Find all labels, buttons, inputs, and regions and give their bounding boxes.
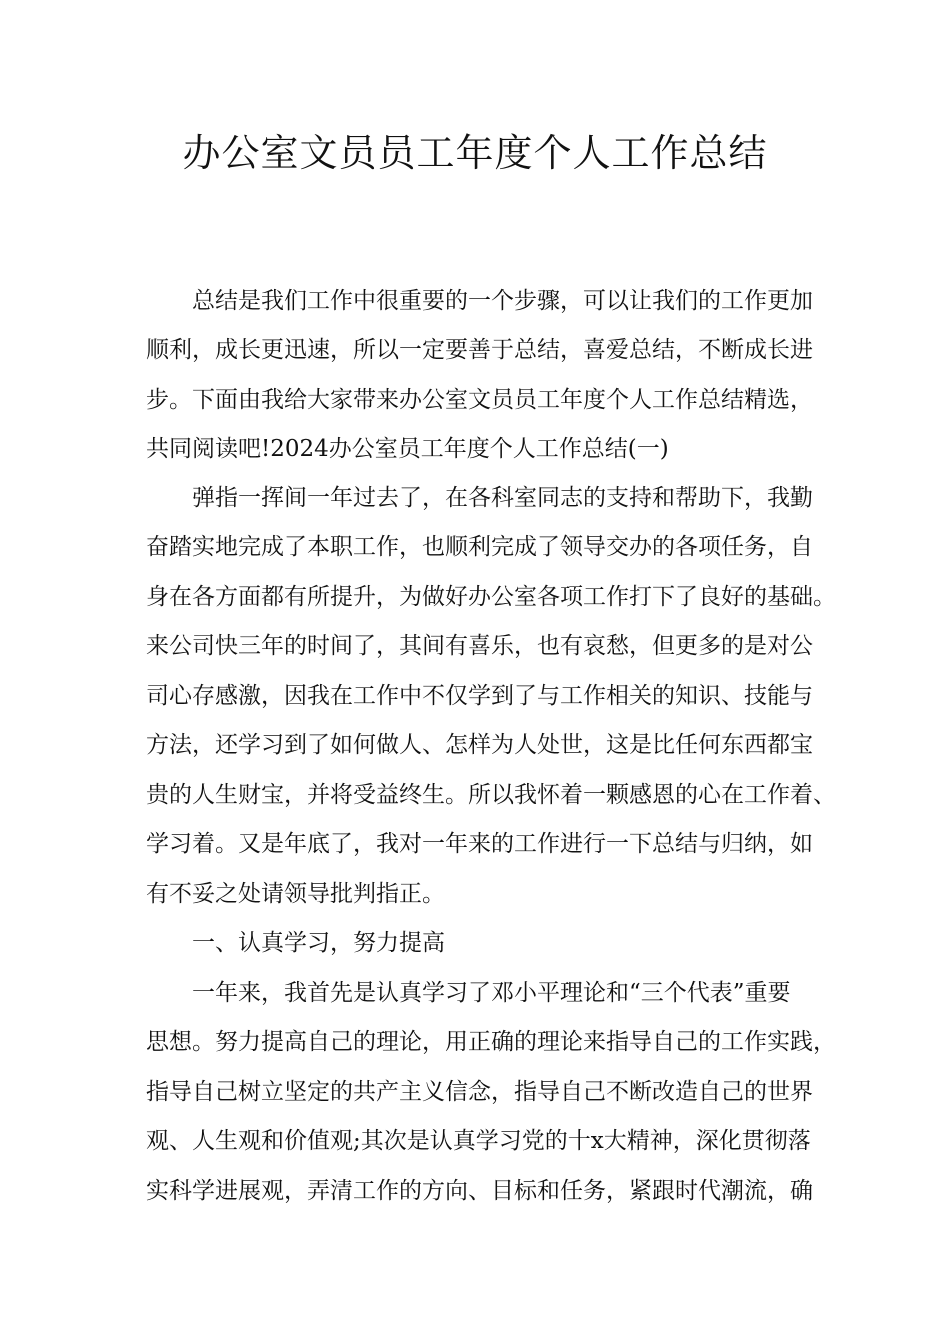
body-line: 方法，还学习到了如何做人、怎样为人处世，这是比任何东西都宝 xyxy=(146,732,813,758)
body-line: 学习着。又是年底了，我对一年来的工作进行一下总结与归纳，如 xyxy=(146,831,813,857)
body-line: 司心存感激，因我在工作中不仅学到了与工作相关的知识、技能与 xyxy=(146,683,813,709)
body-line: 来公司快三年的时间了，其间有喜乐，也有哀愁，但更多的是对公 xyxy=(146,633,813,659)
body-line: 有不妥之处请领导批判指正。 xyxy=(146,881,445,907)
body-line: 步。下面由我给大家带来办公室文员员工年度个人工作总结精选， xyxy=(146,387,813,413)
document-title: 办公室文员员工年度个人工作总结 xyxy=(182,131,768,175)
body-line: 贵的人生财宝，并将受益终生。所以我怀着一颗感恩的心在工作着、 xyxy=(146,782,836,808)
body-line: 总结是我们工作中很重要的一个步骤，可以让我们的工作更加 xyxy=(192,288,813,314)
body-line: 顺利，成长更迅速，所以一定要善于总结，喜爱总结，不断成长进 xyxy=(146,337,813,363)
section-heading: 一、认真学习，努力提高 xyxy=(192,930,445,956)
body-line: 指导自己树立坚定的共产主义信念，指导自己不断改造自己的世界 xyxy=(146,1079,813,1105)
body-line: 共同阅读吧!2024办公室员工年度个人工作总结(一) xyxy=(146,436,669,462)
body-line: 奋踏实地完成了本职工作，也顺利完成了领导交办的各项任务，自 xyxy=(146,534,813,560)
body-line: 一年来，我首先是认真学习了邓小平理论和“三个代表”重要 xyxy=(192,980,791,1006)
body-line: 身在各方面都有所提升，为做好办公室各项工作打下了良好的基础。 xyxy=(146,584,836,610)
body-line: 观、人生观和价值观;其次是认真学习党的十x大精神，深化贯彻落 xyxy=(146,1128,811,1154)
body-line: 思想。努力提高自己的理论，用正确的理论来指导自己的工作实践， xyxy=(146,1029,836,1055)
body-line: 实科学进展观，弄清工作的方向、目标和任务，紧跟时代潮流，确 xyxy=(146,1178,813,1204)
body-line: 弹指一挥间一年过去了，在各科室同志的支持和帮助下，我勤 xyxy=(192,485,813,511)
